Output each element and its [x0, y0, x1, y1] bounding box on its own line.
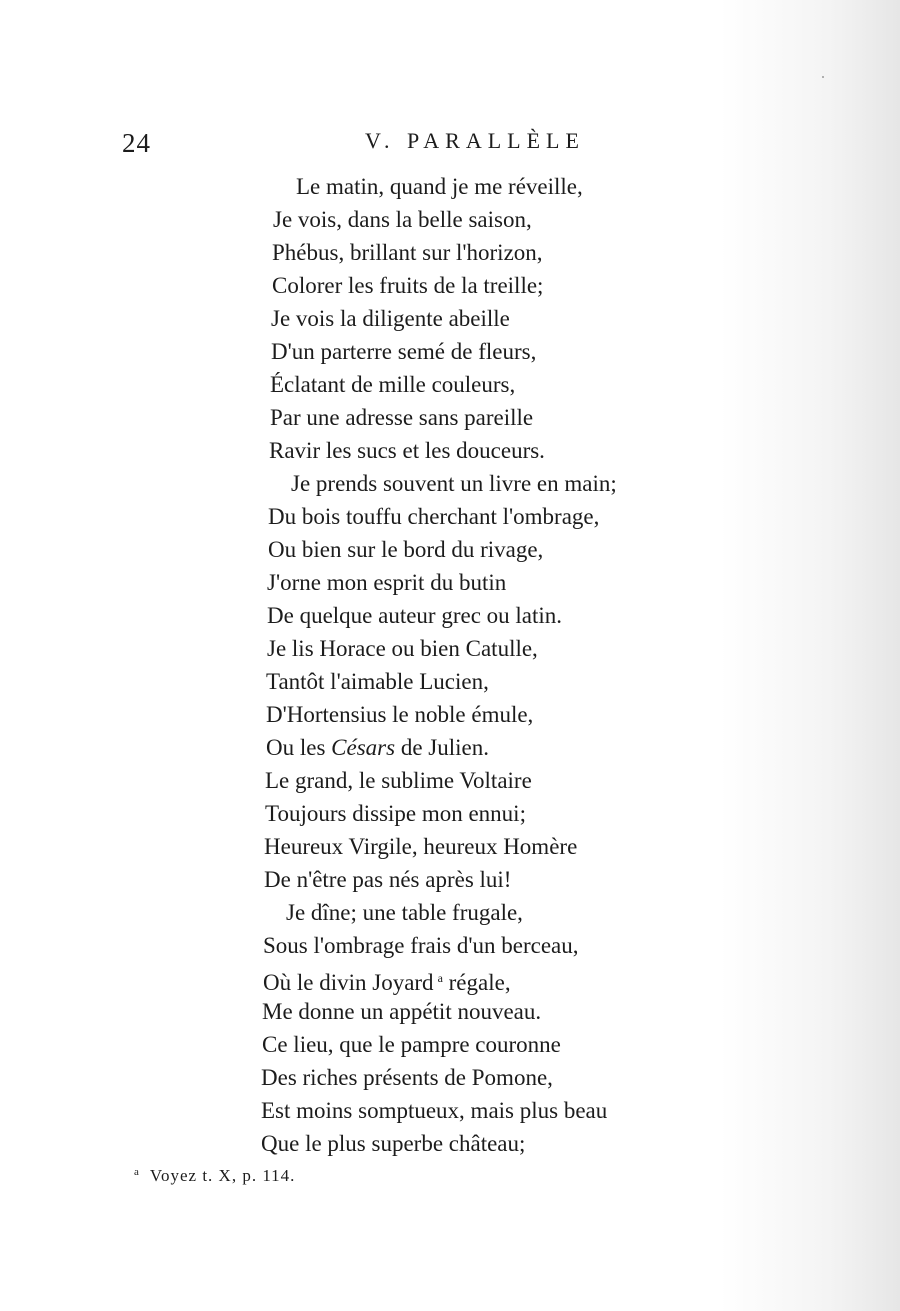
page-number: 24 — [122, 128, 151, 158]
verse-line — [261, 1061, 553, 1094]
verse-line-text: J'orne mon esprit du butin — [267, 570, 507, 595]
verse-line — [262, 995, 541, 1028]
verse-line-text: Je vois la diligente abeille — [271, 306, 510, 331]
verse-line-text: Je vois, dans la belle saison, — [273, 207, 532, 232]
verse-line-text: Du bois touffu cherchant l'ombrage, — [268, 504, 600, 529]
verse-line-text: D'un parterre semé de fleurs, — [271, 339, 537, 364]
verse-line-text: Ravir les sucs et les douceurs. — [269, 438, 545, 463]
verse-line-text: Ou bien sur le bord du rivage, — [268, 537, 544, 562]
verse-line-text: Est moins somptueux, mais plus beau — [261, 1098, 608, 1123]
verse-line-text: Colorer les fruits de la treille; — [272, 273, 544, 298]
footnote-text: Voyez t. X, p. 114. — [149, 1166, 296, 1185]
verse-line — [272, 236, 543, 269]
verse-line-text: Des riches présents de Pomone, — [261, 1065, 553, 1090]
running-head: V. PARALLÈLE — [365, 128, 585, 153]
verse-line — [271, 335, 536, 368]
verse-line — [270, 401, 533, 434]
verse-line-text: Où le divin Joyard — [263, 970, 434, 995]
verse-line-italic: Césars — [331, 735, 396, 760]
verse-line — [263, 962, 511, 999]
verse-line-text: Le grand, le sublime Voltaire — [265, 768, 532, 793]
footnote-reference: a — [437, 971, 443, 985]
verse-line — [265, 764, 532, 797]
verse-line — [261, 1094, 607, 1127]
verse-line-text: Me donne un appétit nouveau. — [262, 999, 542, 1024]
verse-line — [286, 896, 523, 929]
verse-line — [263, 929, 579, 962]
footnote — [134, 1166, 295, 1186]
footnote-mark: a — [134, 1166, 140, 1178]
verse-line-text: Je prends souvent un livre en main; — [291, 471, 617, 496]
verse-line-text: Ou les — [266, 735, 326, 760]
verse-line — [265, 797, 526, 830]
verse-line-text: Phébus, brillant sur l'horizon, — [272, 240, 543, 265]
verse-line-text: Par une adresse sans pareille — [270, 405, 534, 430]
verse-line — [268, 500, 599, 533]
verse-line — [273, 203, 532, 236]
verse-line — [272, 269, 543, 302]
verse-line — [269, 434, 545, 467]
verse-line-text: De n'être pas nés après lui! — [264, 867, 512, 892]
verse-line-text: Je lis Horace ou bien Catulle, — [267, 636, 538, 661]
verse-line-text: D'Hortensius le noble émule, — [266, 702, 534, 727]
verse-line-text: de Julien. — [400, 735, 489, 760]
verse-line-text: Ce lieu, que le pampre couronne — [262, 1032, 561, 1057]
verse-line-text: De quelque auteur grec ou latin. — [267, 603, 563, 628]
verse-line — [264, 830, 577, 863]
verse-line-text: Toujours dissipe mon ennui; — [265, 801, 526, 826]
verse-line — [268, 533, 543, 566]
verse-line — [264, 863, 511, 896]
verse-line-text: Je dîne; une table frugale, — [286, 900, 523, 925]
verse-line-text: Éclatant de mille couleurs, — [270, 372, 516, 397]
verse-line-text: régale, — [448, 970, 511, 995]
verse-line — [296, 170, 583, 203]
page-speck — [822, 76, 824, 78]
verse-line-text: Sous l'ombrage frais d'un berceau, — [263, 933, 579, 958]
verse-line-text: Heureux Virgile, heureux Homère — [264, 834, 578, 859]
verse-line — [266, 665, 489, 698]
verse-line — [271, 302, 510, 335]
verse-line-text: Que le plus superbe château; — [261, 1131, 526, 1156]
verse-line — [267, 632, 538, 665]
verse-line — [266, 731, 489, 764]
verse-line — [267, 566, 506, 599]
verse-line — [270, 368, 515, 401]
verse-line — [266, 698, 533, 731]
verse-line-text: Tantôt l'aimable Lucien, — [266, 669, 489, 694]
verse-line — [261, 1127, 525, 1160]
verse-line — [262, 1028, 561, 1061]
verse-line — [291, 467, 617, 500]
verse-line — [267, 599, 562, 632]
verse-line-text: Le matin, quand je me réveille, — [296, 174, 583, 199]
